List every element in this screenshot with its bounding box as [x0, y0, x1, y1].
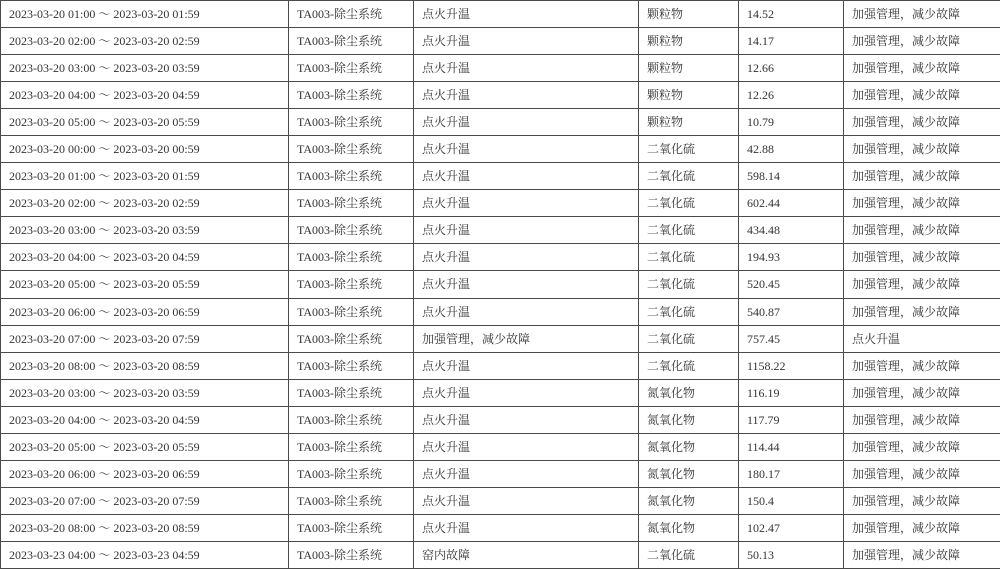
pollutant-cell: 二氧化硫: [639, 136, 739, 163]
table-row: [1, 352, 1000, 379]
time-range-cell: 2023-03-20 03:00 ～ 2023-03-20 03:59: [1, 55, 289, 82]
value-cell: 540.87: [739, 298, 844, 325]
table-row: [1, 541, 1000, 568]
measure-cell: 点火升温: [844, 325, 1000, 352]
value-cell: 50.13: [739, 541, 844, 568]
cause-cell: 点火升温: [414, 460, 639, 487]
table-row: [1, 514, 1000, 541]
system-name-cell: TA003-除尘系统: [289, 244, 414, 271]
time-range-cell: 2023-03-20 04:00 ～ 2023-03-20 04:59: [1, 244, 289, 271]
measure-cell: 加强管理，减少故障: [844, 514, 1000, 541]
value-cell: 180.17: [739, 460, 844, 487]
system-name-cell: TA003-除尘系统: [289, 55, 414, 82]
measure-cell: 加强管理，减少故障: [844, 487, 1000, 514]
value-cell: 12.26: [739, 82, 844, 109]
system-name-cell: TA003-除尘系统: [289, 514, 414, 541]
measure-cell: 加强管理，减少故障: [844, 271, 1000, 298]
system-name-cell: TA003-除尘系统: [289, 190, 414, 217]
pollutant-cell: 氮氧化物: [639, 514, 739, 541]
time-range-cell: 2023-03-20 08:00 ～ 2023-03-20 08:59: [1, 352, 289, 379]
time-range-cell: 2023-03-20 06:00 ～ 2023-03-20 06:59: [1, 460, 289, 487]
table-row: [1, 163, 1000, 190]
measure-cell: 加强管理，减少故障: [844, 406, 1000, 433]
value-cell: 117.79: [739, 406, 844, 433]
value-cell: 14.17: [739, 28, 844, 55]
system-name-cell: TA003-除尘系统: [289, 82, 414, 109]
system-name-cell: TA003-除尘系统: [289, 163, 414, 190]
table-row: [1, 460, 1000, 487]
value-cell: 602.44: [739, 190, 844, 217]
table-row: [1, 433, 1000, 460]
pollutant-cell: 氮氧化物: [639, 487, 739, 514]
time-range-cell: 2023-03-20 06:00 ～ 2023-03-20 06:59: [1, 298, 289, 325]
pollutant-cell: 二氧化硫: [639, 271, 739, 298]
time-range-cell: 2023-03-20 07:00 ～ 2023-03-20 07:59: [1, 325, 289, 352]
alarm-report-table-body: [1, 1, 1000, 569]
time-range-cell: 2023-03-20 05:00 ～ 2023-03-20 05:59: [1, 271, 289, 298]
time-range-cell: 2023-03-20 07:00 ～ 2023-03-20 07:59: [1, 487, 289, 514]
measure-cell: 加强管理，减少故障: [844, 244, 1000, 271]
pollutant-cell: 二氧化硫: [639, 163, 739, 190]
cause-cell: 点火升温: [414, 379, 639, 406]
pollutant-cell: 二氧化硫: [639, 352, 739, 379]
system-name-cell: TA003-除尘系统: [289, 433, 414, 460]
value-cell: 434.48: [739, 217, 844, 244]
cause-cell: 点火升温: [414, 136, 639, 163]
time-range-cell: 2023-03-20 02:00 ～ 2023-03-20 02:59: [1, 190, 289, 217]
pollutant-cell: 颗粒物: [639, 109, 739, 136]
system-name-cell: TA003-除尘系统: [289, 1, 414, 28]
pollutant-cell: 氮氧化物: [639, 433, 739, 460]
pollutant-cell: 二氧化硫: [639, 217, 739, 244]
cause-cell: 加强管理，减少故障: [414, 325, 639, 352]
time-range-cell: 2023-03-20 02:00 ～ 2023-03-20 02:59: [1, 28, 289, 55]
cause-cell: 窑内故障: [414, 541, 639, 568]
cause-cell: 点火升温: [414, 190, 639, 217]
time-range-cell: 2023-03-20 08:00 ～ 2023-03-20 08:59: [1, 514, 289, 541]
cause-cell: 点火升温: [414, 244, 639, 271]
system-name-cell: TA003-除尘系统: [289, 487, 414, 514]
table-row: [1, 487, 1000, 514]
measure-cell: 加强管理，减少故障: [844, 163, 1000, 190]
measure-cell: 加强管理，减少故障: [844, 460, 1000, 487]
cause-cell: 点火升温: [414, 514, 639, 541]
time-range-cell: 2023-03-23 04:00 ～ 2023-03-23 04:59: [1, 541, 289, 568]
system-name-cell: TA003-除尘系统: [289, 28, 414, 55]
value-cell: 116.19: [739, 379, 844, 406]
pollutant-cell: 氮氧化物: [639, 379, 739, 406]
measure-cell: 加强管理，减少故障: [844, 55, 1000, 82]
pollutant-cell: 氮氧化物: [639, 406, 739, 433]
measure-cell: 加强管理，减少故障: [844, 28, 1000, 55]
table-row: [1, 325, 1000, 352]
measure-cell: 加强管理，减少故障: [844, 433, 1000, 460]
cause-cell: 点火升温: [414, 217, 639, 244]
system-name-cell: TA003-除尘系统: [289, 406, 414, 433]
measure-cell: 加强管理，减少故障: [844, 1, 1000, 28]
cause-cell: 点火升温: [414, 298, 639, 325]
pollutant-cell: 颗粒物: [639, 28, 739, 55]
time-range-cell: 2023-03-20 01:00 ～ 2023-03-20 01:59: [1, 1, 289, 28]
table-row: [1, 379, 1000, 406]
time-range-cell: 2023-03-20 04:00 ～ 2023-03-20 04:59: [1, 82, 289, 109]
system-name-cell: TA003-除尘系统: [289, 379, 414, 406]
system-name-cell: TA003-除尘系统: [289, 271, 414, 298]
cause-cell: 点火升温: [414, 1, 639, 28]
value-cell: 598.14: [739, 163, 844, 190]
system-name-cell: TA003-除尘系统: [289, 541, 414, 568]
cause-cell: 点火升温: [414, 109, 639, 136]
cause-cell: 点火升温: [414, 487, 639, 514]
measure-cell: 加强管理，减少故障: [844, 82, 1000, 109]
value-cell: 10.79: [739, 109, 844, 136]
time-range-cell: 2023-03-20 04:00 ～ 2023-03-20 04:59: [1, 406, 289, 433]
time-range-cell: 2023-03-20 00:00 ～ 2023-03-20 00:59: [1, 136, 289, 163]
pollutant-cell: 氮氧化物: [639, 460, 739, 487]
table-row: [1, 82, 1000, 109]
pollutant-cell: 颗粒物: [639, 55, 739, 82]
table-row: [1, 217, 1000, 244]
pollutant-cell: 二氧化硫: [639, 325, 739, 352]
measure-cell: 加强管理，减少故障: [844, 109, 1000, 136]
cause-cell: 点火升温: [414, 82, 639, 109]
pollutant-cell: 二氧化硫: [639, 541, 739, 568]
table-row: [1, 55, 1000, 82]
time-range-cell: 2023-03-20 03:00 ～ 2023-03-20 03:59: [1, 217, 289, 244]
value-cell: 102.47: [739, 514, 844, 541]
measure-cell: 加强管理，减少故障: [844, 190, 1000, 217]
value-cell: 42.88: [739, 136, 844, 163]
value-cell: 520.45: [739, 271, 844, 298]
table-row: [1, 190, 1000, 217]
time-range-cell: 2023-03-20 01:00 ～ 2023-03-20 01:59: [1, 163, 289, 190]
system-name-cell: TA003-除尘系统: [289, 217, 414, 244]
table-row: [1, 28, 1000, 55]
pollutant-cell: 二氧化硫: [639, 244, 739, 271]
cause-cell: 点火升温: [414, 271, 639, 298]
value-cell: 114.44: [739, 433, 844, 460]
cause-cell: 点火升温: [414, 28, 639, 55]
pollutant-cell: 颗粒物: [639, 1, 739, 28]
value-cell: 12.66: [739, 55, 844, 82]
time-range-cell: 2023-03-20 05:00 ～ 2023-03-20 05:59: [1, 109, 289, 136]
table-row: [1, 136, 1000, 163]
cause-cell: 点火升温: [414, 352, 639, 379]
measure-cell: 加强管理，减少故障: [844, 136, 1000, 163]
cause-cell: 点火升温: [414, 55, 639, 82]
pollutant-cell: 二氧化硫: [639, 298, 739, 325]
time-range-cell: 2023-03-20 05:00 ～ 2023-03-20 05:59: [1, 433, 289, 460]
system-name-cell: TA003-除尘系统: [289, 136, 414, 163]
measure-cell: 加强管理，减少故障: [844, 298, 1000, 325]
system-name-cell: TA003-除尘系统: [289, 460, 414, 487]
measure-cell: 加强管理，减少故障: [844, 217, 1000, 244]
pollutant-cell: 颗粒物: [639, 82, 739, 109]
system-name-cell: TA003-除尘系统: [289, 109, 414, 136]
pollutant-cell: 二氧化硫: [639, 190, 739, 217]
measure-cell: 加强管理，减少故障: [844, 352, 1000, 379]
value-cell: 1158.22: [739, 352, 844, 379]
table-row: [1, 1, 1000, 28]
time-range-cell: 2023-03-20 03:00 ～ 2023-03-20 03:59: [1, 379, 289, 406]
value-cell: 194.93: [739, 244, 844, 271]
table-row: [1, 406, 1000, 433]
table-row: [1, 109, 1000, 136]
cause-cell: 点火升温: [414, 406, 639, 433]
table-row: [1, 271, 1000, 298]
cause-cell: 点火升温: [414, 433, 639, 460]
table-row: [1, 298, 1000, 325]
system-name-cell: TA003-除尘系统: [289, 352, 414, 379]
measure-cell: 加强管理，减少故障: [844, 541, 1000, 568]
value-cell: 150.4: [739, 487, 844, 514]
value-cell: 14.52: [739, 1, 844, 28]
system-name-cell: TA003-除尘系统: [289, 298, 414, 325]
cause-cell: 点火升温: [414, 163, 639, 190]
measure-cell: 加强管理，减少故障: [844, 379, 1000, 406]
system-name-cell: TA003-除尘系统: [289, 325, 414, 352]
value-cell: 757.45: [739, 325, 844, 352]
table-row: [1, 244, 1000, 271]
